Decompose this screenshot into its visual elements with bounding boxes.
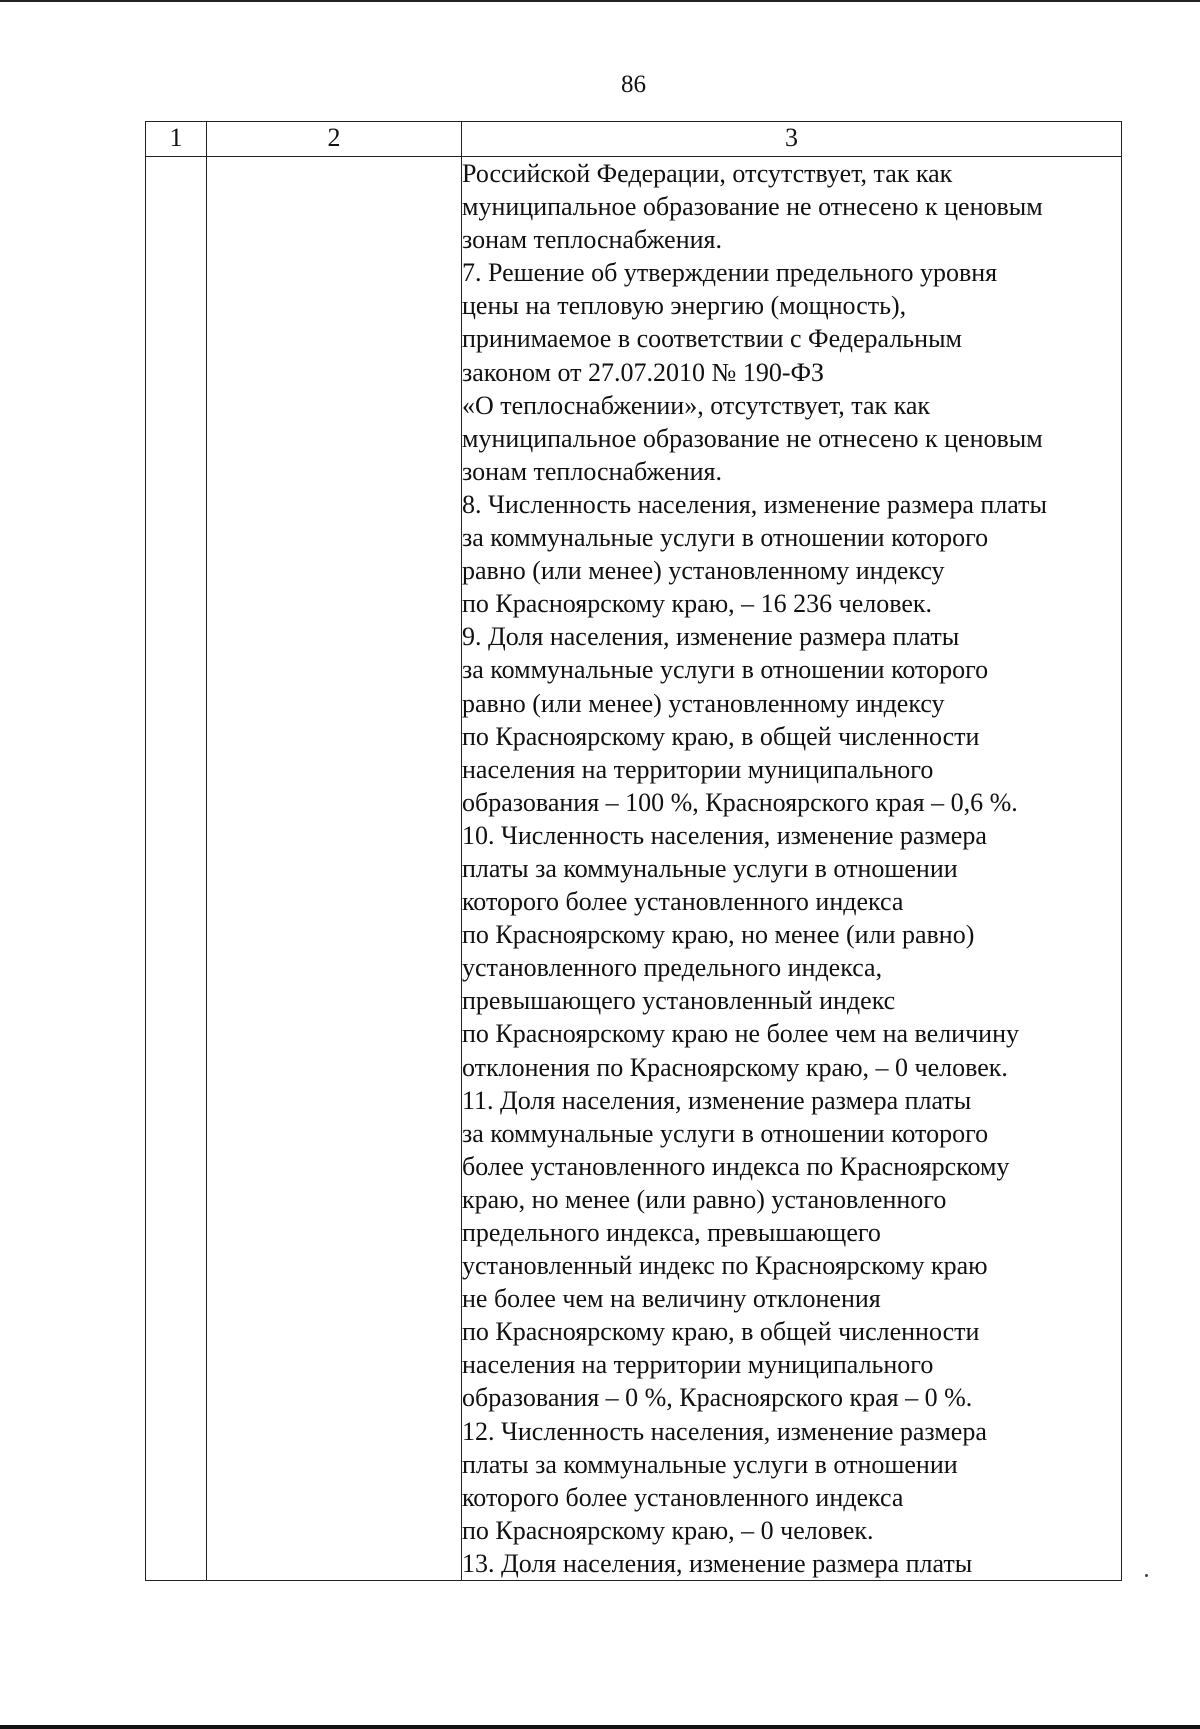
text-line: не более чем на величину отклонения [462, 1284, 881, 1314]
text-line: которого более установленного индекса [462, 1482, 904, 1512]
text-line: краю, но менее (или равно) установленного [462, 1184, 947, 1214]
text-line: отклонения по Красноярскому краю, – 0 человек. [462, 1052, 1008, 1082]
scan-edge-top [0, 0, 1200, 2]
text-line: 11. Доля населения, изменение размера платы [462, 1085, 972, 1115]
text-line: равно (или менее) установленному индексу [462, 688, 945, 718]
cell-col-1 [146, 157, 207, 1581]
scan-speck [1145, 1574, 1148, 1577]
scan-edge-bottom [0, 1725, 1200, 1729]
cell-col-2 [207, 157, 462, 1581]
text-line: законом от 27.07.2010 № 190-ФЗ [462, 357, 825, 387]
text-line: предельного индекса, превышающего [462, 1218, 881, 1247]
text-line: платы за коммунальные услуги в отношении [462, 853, 958, 883]
table-row [146, 157, 1122, 1581]
text-line: 7. Решение об утверждении предельного уровня [462, 258, 998, 288]
text-line: по Красноярскому краю, но менее (или равно) [462, 920, 975, 950]
text-line: принимаемое в соответствии с Федеральным [462, 324, 962, 354]
text-line: зонам теплоснабжения. [462, 225, 722, 255]
cell-text-lines [462, 157, 1121, 1580]
text-line: по Красноярскому краю не более чем на величину [462, 1019, 1019, 1049]
text-line: Российской Федерации, отсутствует, так как [462, 159, 953, 188]
text-line: более установленного индекса по Красноярскому [462, 1151, 1010, 1181]
text-line: которого более установленного индекса [462, 887, 904, 917]
cell-col-3 [462, 157, 1122, 1581]
text-line: установленный индекс по Красноярскому краю [462, 1251, 988, 1281]
text-line: за коммунальные услуги в отношении которого [462, 1118, 989, 1148]
column-header-2: 2 [207, 122, 462, 157]
text-line: муниципальное образование не отнесено к ценовым [462, 423, 1043, 453]
text-line: по Красноярскому краю, – 16 236 человек. [462, 589, 933, 619]
text-line: за коммунальные услуги в отношении которого [462, 655, 989, 685]
text-line: «О теплоснабжении», отсутствует, так как [462, 390, 931, 420]
text-line: 8. Численность населения, изменение размера платы [462, 489, 1047, 519]
text-line: населения на территории муниципального [462, 754, 934, 784]
text-line: цены на тепловую энергию (мощность), [462, 291, 907, 321]
text-line: за коммунальные услуги в отношении которого [462, 523, 989, 553]
text-line: зонам теплоснабжения. [462, 456, 722, 486]
text-line: населения на территории муниципального [462, 1350, 934, 1380]
text-line: по Красноярскому краю, в общей численности [462, 1317, 980, 1347]
text-line: по Красноярскому краю, – 0 человек. [462, 1515, 874, 1545]
text-line: 9. Доля населения, изменение размера платы [462, 622, 960, 652]
text-line: по Красноярскому краю, в общей численности [462, 721, 980, 751]
text-line: муниципальное образование не отнесено к ценовым [462, 192, 1043, 222]
table-header-row [146, 122, 1122, 157]
text-line: 10. Численность населения, изменение размера [462, 820, 987, 850]
text-line: платы за коммунальные услуги в отношении [462, 1449, 958, 1479]
text-line: образования – 100 %, Красноярского края – 0,6 %. [462, 787, 1018, 817]
column-header-1: 1 [146, 122, 207, 157]
document-table [145, 121, 1122, 1581]
column-header-3: 3 [462, 122, 1122, 157]
text-line: установленного предельного индекса, [462, 953, 883, 983]
text-line: равно (или менее) установленному индексу [462, 556, 945, 586]
text-line: превышающего установленный индекс [462, 986, 896, 1016]
text-line: 13. Доля населения, изменение размера платы [462, 1548, 973, 1578]
text-line: 12. Численность населения, изменение размера [462, 1416, 987, 1446]
text-line: образования – 0 %, Красноярского края – 0 %. [462, 1383, 973, 1413]
page-number: 86 [621, 71, 646, 98]
